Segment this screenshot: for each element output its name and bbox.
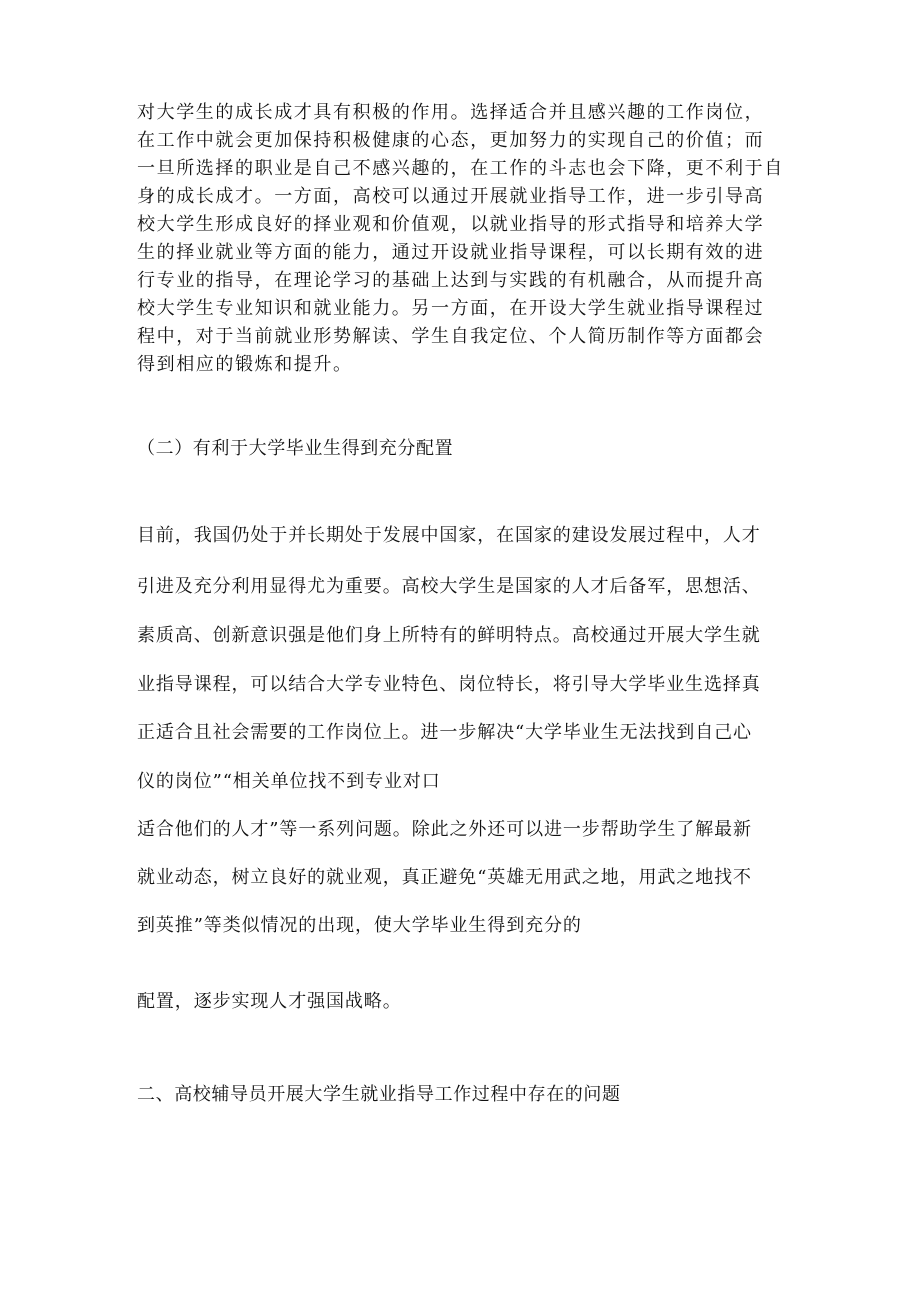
section-heading: 二、高校辅导员开展大学生就业指导工作过程中存在的问题	[137, 1084, 621, 1105]
paragraph-line: 生的择业就业等方面的能力，通过开设就业指导课程，可以长期有效的进	[137, 242, 765, 263]
paragraph-line: 引进及充分利用显得尤为重要。高校大学生是国家的人才后备军，思想活、	[137, 576, 761, 597]
paragraph-line: 得到相应的锻炼和提升。	[137, 354, 353, 375]
paragraph-line: 一旦所选择的职业是自己不感兴趣的，在工作的斗志也会下降，更不利于自	[137, 158, 784, 179]
paragraph-line: 校大学生形成良好的择业观和价值观，以就业指导的形式指导和培养大学	[137, 214, 765, 235]
paragraph-line: 就业动态，树立良好的就业观，真正避免“英雄无用武之地，用武之地找不	[137, 867, 752, 888]
paragraph-line: 正适合且社会需要的工作岗位上。进一步解决“大学毕业生无法找到自己心	[137, 722, 752, 743]
paragraph-line: 在工作中就会更加保持积极健康的心态，更加努力的实现自己的价值；而	[137, 130, 765, 151]
paragraph-line: 身的成长成才。一方面，高校可以通过开展就业指导工作，进一步引导高	[137, 186, 765, 207]
paragraph-line: 行专业的指导，在理论学习的基础上达到与实践的有机融合，从而提升高	[137, 270, 765, 291]
paragraph-line: 到英推”等类似情况的出现，使大学毕业生得到充分的	[137, 915, 582, 936]
paragraph-line: 素质高、创新意识强是他们身上所特有的鲜明特点。高校通过开展大学生就	[137, 625, 761, 646]
paragraph-line: 目前，我国仍处于并长期处于发展中国家，在国家的建设发展过程中，人才	[137, 525, 761, 546]
paragraph-line: 程中，对于当前就业形势解读、学生自我定位、个人简历制作等方面都会	[137, 326, 765, 347]
paragraph-line: 配置，逐步实现人才强国战略。	[137, 991, 402, 1012]
paragraph-line: 仪的岗位”“相关单位找不到专业对口	[137, 771, 441, 792]
paragraph-line: 适合他们的人才”等一系列问题。除此之外还可以进一步帮助学生了解最新	[137, 819, 752, 840]
paragraph-line: 业指导课程，可以结合大学专业特色、岗位特长，将引导大学毕业生选择真	[137, 674, 761, 695]
subsection-heading: （二）有利于大学毕业生得到充分配置	[137, 438, 454, 459]
paragraph-line: 校大学生专业知识和就业能力。另一方面，在开设大学生就业指导课程过	[137, 298, 765, 319]
paragraph-line: 对大学生的成长成才具有积极的作用。选择适合并且感兴趣的工作岗位，	[137, 102, 765, 123]
